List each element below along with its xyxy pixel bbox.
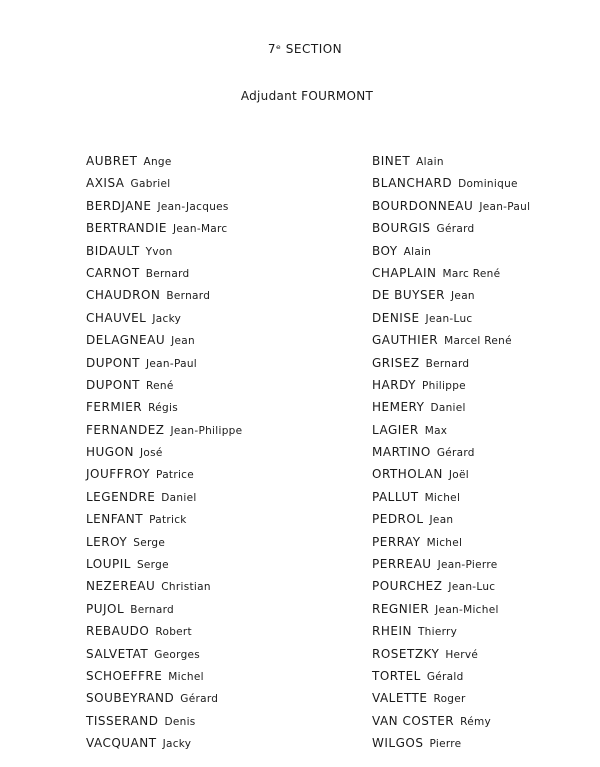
name-entry [86,354,242,376]
name-entry [372,555,530,577]
name-entry [372,622,530,644]
given-name: Régis [148,402,178,415]
given-name: Marc René [442,267,501,280]
section-leader: Adjudant FOURMONT [240,89,374,103]
name-entry [86,398,242,420]
given-name: Gérard [436,223,475,236]
surname: POURCHEZ [372,579,443,594]
given-name: Marcel René [444,335,512,348]
surname: VAN COSTER [372,713,455,728]
given-name: Denis [164,715,196,728]
surname: WILGOS [372,736,424,751]
name-entry [86,600,242,622]
surname: SCHOEFFRE [86,668,163,683]
name-entry [372,510,530,532]
surname: PERREAU [372,557,432,572]
name-entry [86,443,242,465]
name-entry [372,331,530,353]
given-name: Gérard [180,693,219,706]
name-entry [372,645,530,667]
name-entry [372,488,530,510]
given-name: Dominique [458,178,518,191]
name-entry [372,398,530,420]
given-name: Daniel [161,491,197,504]
given-name: Jean-Luc [425,312,473,325]
given-name: René [146,379,174,392]
name-entry [86,645,242,667]
surname: ROSETZKY [372,646,440,661]
surname: TISSERAND [86,713,159,728]
surname: GAUTHIER [372,333,439,348]
surname: BOY [372,243,398,258]
surname: BLANCHARD [372,176,453,191]
surname: LOUPIL [86,557,131,572]
name-entry [372,712,530,734]
name-entry [86,174,242,196]
surname: FERNANDEZ [86,422,165,437]
name-entry [372,219,530,241]
name-entry [86,555,242,577]
given-name: Yvon [145,245,173,258]
given-name: Georges [154,648,201,661]
section-title: 7ᵉ SECTION [267,42,343,56]
name-entry [372,242,530,264]
name-entry [86,331,242,353]
name-entry [86,533,242,555]
given-name: Roger [433,693,466,706]
names-list-right [372,152,530,757]
given-name: Rémy [460,715,492,728]
given-name: Gérard [436,447,475,460]
name-entry [372,734,530,756]
given-name: Michel [426,536,463,549]
surname: REGNIER [372,601,430,616]
surname: HEMERY [372,400,425,415]
surname: LENFANT [86,512,144,527]
surname: PEDROL [372,512,424,527]
given-name: Gérald [426,670,464,683]
surname: SOUBEYRAND [86,691,175,706]
name-entry [86,376,242,398]
surname: CHAUDRON [86,288,161,303]
given-name: Michel [168,670,204,683]
name-entry [372,443,530,465]
surname: HARDY [372,377,416,392]
surname: BOURDONNEAU [372,198,474,213]
surname: PALLUT [372,489,419,504]
surname: BERDJANE [86,198,152,213]
given-name: Jean-Pierre [437,559,498,572]
surname: DENISE [372,310,420,325]
name-entry [372,354,530,376]
surname: REBAUDO [86,624,150,639]
given-name: Jean-Paul [479,200,531,213]
name-entry [372,264,530,286]
given-name: Jean [429,514,454,527]
surname: CARNOT [86,265,140,280]
given-name: Thierry [417,626,458,639]
name-entry [372,376,530,398]
name-entry [372,465,530,487]
surname: LEGENDRE [86,489,156,504]
given-name: Joël [448,469,469,482]
given-name: Ange [143,156,172,168]
surname: FERMIER [86,400,143,415]
given-name: Jean-Paul [146,357,198,370]
given-name: Alain [403,245,432,258]
surname: VACQUANT [86,736,157,751]
given-name: Philippe [421,379,466,392]
given-name: Hervé [445,648,479,661]
name-entry [372,577,530,599]
name-entry [86,510,242,532]
name-entry [86,286,242,308]
given-name: Serge [136,559,169,572]
surname: RHEIN [372,624,412,639]
surname: AXISA [86,176,125,191]
name-entry [86,667,242,689]
surname: VALETTE [372,691,428,706]
given-name: Bernard [145,267,190,280]
given-name: Serge [133,536,166,549]
given-name: Bernard [130,603,174,616]
surname: AUBRET [86,154,138,168]
name-entry [86,242,242,264]
given-name: Gabriel [130,178,171,191]
surname: DELAGNEAU [86,333,166,348]
surname: BINET [372,154,411,168]
given-name: Patrick [149,514,187,527]
given-name: Bernard [166,290,211,303]
name-entry [372,309,530,331]
given-name: Patrice [156,469,195,482]
given-name: José [140,447,163,460]
name-entry [372,600,530,622]
given-name: Daniel [430,402,466,415]
surname: LAGIER [372,422,419,437]
given-name: Bernard [425,357,470,370]
name-entry [86,622,242,644]
surname: TORTEL [372,668,421,683]
surname: SALVETAT [86,646,149,661]
name-entry [86,577,242,599]
surname: PUJOL [86,601,125,616]
name-entry [372,421,530,443]
surname: LEROY [86,534,128,549]
given-name: Jean-Philippe [170,424,243,437]
name-entry [86,488,242,510]
surname: ORTHOLAN [372,467,443,482]
surname: MARTINO [372,445,431,460]
name-entry [372,667,530,689]
given-name: Jean-Marc [173,223,228,236]
surname: DUPONT [86,355,141,370]
given-name: Pierre [429,738,462,751]
surname: NEZEREAU [86,579,156,594]
given-name: Jacky [152,312,182,325]
name-entry [86,712,242,734]
given-name: Jean [451,290,475,303]
given-name: Robert [155,626,192,639]
given-name: Christian [161,581,211,594]
name-entry [86,264,242,286]
name-entry [86,197,242,219]
surname: HUGON [86,445,135,460]
name-entry [86,734,242,756]
given-name: Max [424,424,448,437]
name-entry [86,219,242,241]
name-entry [86,689,242,711]
name-entry [372,689,530,711]
name-entry [86,152,242,174]
surname: BOURGIS [372,221,431,236]
name-entry [372,533,530,555]
name-entry [86,421,242,443]
surname: CHAUVEL [86,310,147,325]
surname: PERRAY [372,534,421,549]
surname: JOUFFROY [86,467,151,482]
given-name: Jean-Luc [448,581,496,594]
given-name: Jean-Michel [435,603,499,616]
surname: GRISEZ [372,355,420,370]
name-entry [86,465,242,487]
name-entry [372,174,530,196]
surname: BERTRANDIE [86,221,168,236]
given-name: Alain [416,156,444,168]
given-name: Jacky [162,738,192,751]
given-name: Michel [424,491,461,504]
names-list-left [86,152,242,757]
name-entry [372,152,530,174]
name-entry [372,286,530,308]
surname: CHAPLAIN [372,265,437,280]
surname: BIDAULT [86,243,140,258]
given-name: Jean-Jacques [157,200,229,213]
name-entry [372,197,530,219]
name-entry [86,309,242,331]
surname: DUPONT [86,377,141,392]
surname: DE BUYSER [372,288,446,303]
given-name: Jean [171,335,195,348]
